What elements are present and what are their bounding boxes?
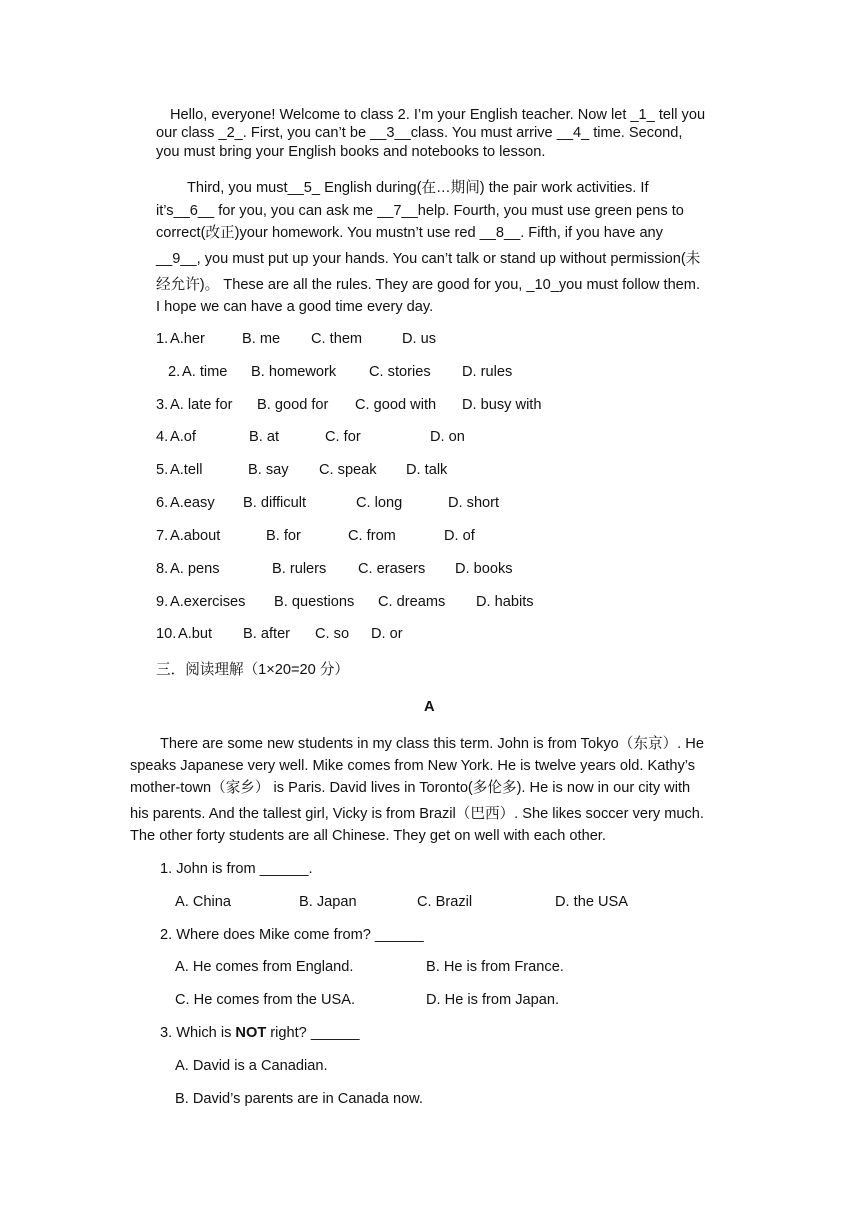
option-d: D. habits <box>476 594 534 610</box>
option-a: A. pens <box>170 561 220 577</box>
cloze-para1-line-2: our class _2_. First, you can’t be __3__class. You must arrive __4_ time. Second, <box>156 125 683 141</box>
option-c: C. for <box>325 429 361 445</box>
reading-q3-option-a: A. David is a Canadian. <box>175 1058 328 1074</box>
passage-line-5: The other forty students are all Chinese. They get on well with each other. <box>130 828 606 844</box>
option-d: D. of <box>444 528 475 544</box>
cloze-para2-line-6: I hope we can have a good time every day. <box>156 299 434 315</box>
option-c: C. from <box>348 528 396 544</box>
question-number: 2. <box>168 364 181 380</box>
option-b: B. rulers <box>272 561 327 577</box>
stem-prefix: 3. Which is <box>160 1025 236 1041</box>
option-b: B. say <box>248 462 289 478</box>
option-c: C. dreams <box>378 594 446 610</box>
passage-line-3: mother-town（家乡） is Paris. David lives in Toronto(多伦多). He is now in our city with <box>130 780 691 796</box>
cloze-para1-line-1: Hello, everyone! Welcome to class 2. I’m your English teacher. Now let _1_ tell you <box>170 107 706 123</box>
option-c: C. stories <box>369 364 431 380</box>
question-number: 7. <box>156 528 169 544</box>
option-b: B. at <box>249 429 280 445</box>
option-a: A.about <box>170 528 221 544</box>
reading-q2-option-c: C. He comes from the USA. <box>175 992 356 1008</box>
section-title: 三．阅读理解（1×20=20 分） <box>156 662 350 678</box>
cloze-para2-line-2: it’s__6__ for you, you can ask me __7__help. Fourth, you must use green pens to <box>156 203 684 219</box>
reading-q1-option-c: C. Brazil <box>417 894 473 910</box>
question-number: 5. <box>156 462 169 478</box>
option-d: D. books <box>455 561 513 577</box>
option-d: D. rules <box>462 364 513 380</box>
option-c: C. erasers <box>358 561 426 577</box>
reading-question-1-stem: 1. John is from ______. <box>160 861 313 877</box>
option-d: D. busy with <box>462 397 542 413</box>
reading-question-2-stem: 2. Where does Mike come from? ______ <box>160 927 424 943</box>
option-c: C. good with <box>355 397 437 413</box>
reading-q2-option-d: D. He is from Japan. <box>426 992 560 1008</box>
option-d: D. on <box>430 429 465 445</box>
question-number: 4. <box>156 429 169 445</box>
cloze-para1-line-3: you must bring your English books and notebooks to lesson. <box>156 144 546 160</box>
question-number: 1. <box>156 331 169 347</box>
stem-emphasis: NOT <box>235 1025 267 1041</box>
option-b: B. good for <box>257 397 329 413</box>
option-b: B. difficult <box>243 495 306 511</box>
option-b: B. for <box>266 528 301 544</box>
reading-q1-option-d: D. the USA <box>555 894 628 910</box>
option-c: C. long <box>356 495 403 511</box>
passage-a-heading: A <box>424 699 435 715</box>
option-a: A.but <box>178 626 213 642</box>
reading-question-3-stem <box>160 1024 360 1042</box>
reading-q1-option-a: A. China <box>175 894 231 910</box>
reading-q2-option-b: B. He is from France. <box>426 959 564 975</box>
cloze-para2-line-5: 经允许)。 These are all the rules. They are good for you, _10_you must follow them. <box>156 277 701 293</box>
option-a: A.exercises <box>170 594 246 610</box>
passage-line-1: There are some new students in my class this term. John is from Tokyo（东京）. He <box>160 736 704 752</box>
question-number: 6. <box>156 495 169 511</box>
cloze-para2-line-1: Third, you must__5_ English during(在…期间) the pair work activities. If <box>187 180 649 196</box>
option-d: D. or <box>371 626 403 642</box>
option-d: D. talk <box>406 462 448 478</box>
passage-line-4: his parents. And the tallest girl, Vicky is from Brazil（巴西）. She likes soccer very much. <box>130 806 704 822</box>
option-c: C. so <box>315 626 350 642</box>
option-d: D. us <box>402 331 437 347</box>
option-a: A. time <box>182 364 228 380</box>
option-c: C. them <box>311 331 363 347</box>
passage-line-2: speaks Japanese very well. Mike comes from New York. He is twelve years old. Kathy’s <box>130 758 696 774</box>
reading-q1-option-b: B. Japan <box>299 894 357 910</box>
option-b: B. questions <box>274 594 355 610</box>
question-number: 9. <box>156 594 169 610</box>
option-d: D. short <box>448 495 500 511</box>
question-number: 8. <box>156 561 169 577</box>
option-a: A.tell <box>170 462 203 478</box>
reading-q2-option-a: A. He comes from England. <box>175 959 354 975</box>
option-b: B. homework <box>251 364 337 380</box>
option-a: A. late for <box>170 397 233 413</box>
option-a: A.of <box>170 429 196 445</box>
option-a: A.easy <box>170 495 215 511</box>
stem-suffix: right? ______ <box>266 1025 360 1041</box>
option-c: C. speak <box>319 462 377 478</box>
question-number: 10. <box>156 626 177 642</box>
reading-q3-option-b: B. David’s parents are in Canada now. <box>175 1091 423 1107</box>
option-a: A.her <box>170 331 205 347</box>
cloze-para2-line-4: __9__, you must put up your hands. You can’t talk or stand up without permission(未 <box>156 251 701 267</box>
option-b: B. after <box>243 626 291 642</box>
question-number: 3. <box>156 397 169 413</box>
cloze-para2-line-3: correct(改正)your homework. You mustn’t use red __8__. Fifth, if you have any <box>156 225 663 241</box>
option-b: B. me <box>242 331 281 347</box>
